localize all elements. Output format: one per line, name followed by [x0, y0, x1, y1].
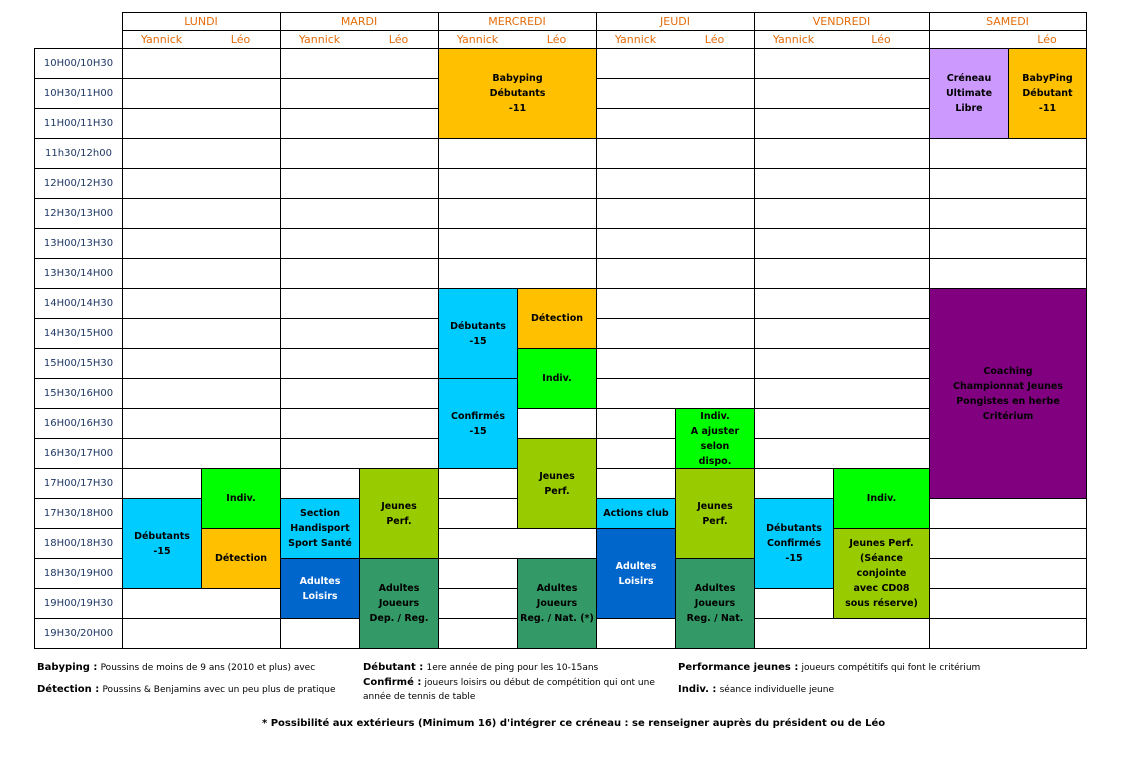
slot-cell	[596, 48, 755, 79]
activity-block: Débutants Confirmés -15	[754, 498, 834, 589]
time-slot-label: 18H00/18H30	[34, 528, 123, 559]
activity-block: Indiv. A ajuster selon dispo.	[675, 408, 755, 469]
slot-cell	[280, 378, 439, 409]
legend-confirme	[363, 677, 655, 688]
time-slot-label: 17H00/17H30	[34, 468, 123, 499]
slot-cell	[122, 198, 281, 229]
activity-block: Adultes Joueurs Dep. / Reg.	[359, 558, 439, 649]
person-name: Yannick	[614, 32, 657, 46]
slot-cell	[122, 258, 281, 289]
slot-cell	[754, 378, 930, 409]
slot-cell	[122, 168, 281, 199]
time-slot-label: 15H30/16H00	[34, 378, 123, 409]
activity-block: Adultes Loisirs	[280, 558, 360, 619]
activity-block: Indiv.	[517, 348, 597, 409]
slot-cell	[438, 528, 597, 559]
slot-cell	[929, 228, 1087, 259]
activity-block: Adultes Joueurs Reg. / Nat. (*)	[517, 558, 597, 649]
slot-cell	[929, 528, 1087, 559]
legend-performance	[678, 662, 980, 673]
time-slot-label: 13H00/13H30	[34, 228, 123, 259]
slot-cell	[596, 108, 755, 139]
slot-cell	[754, 168, 930, 199]
legend-desc: année de tennis de table	[363, 692, 476, 702]
slot-cell	[280, 78, 439, 109]
slot-cell	[596, 228, 755, 259]
activity-block: Jeunes Perf.	[359, 468, 439, 559]
activity-block: Actions club	[596, 498, 676, 529]
time-slot-label: 15H00/15H30	[34, 348, 123, 379]
slot-cell	[754, 78, 930, 109]
slot-cell	[754, 348, 930, 379]
legend-desc: Poussins de moins de 9 ans (2010 et plus) avec	[100, 663, 316, 673]
slot-cell	[122, 438, 281, 469]
activity-block: Babyping Débutants -11	[438, 48, 597, 139]
day-name: LUNDI	[184, 14, 218, 28]
slot-cell	[754, 138, 930, 169]
day-name: MERCREDI	[488, 14, 546, 28]
day-name: VENDREDI	[812, 14, 871, 28]
slot-cell	[438, 228, 597, 259]
person-name: Léo	[1037, 32, 1057, 46]
person-name: Léo	[704, 32, 725, 46]
slot-cell	[596, 258, 755, 289]
slot-cell	[122, 618, 281, 649]
legend-desc: 1ere année de ping pour les 10-15ans	[426, 663, 599, 673]
slot-cell	[754, 318, 930, 349]
legend-term: Débutant :	[363, 662, 424, 673]
time-slot-label: 12H30/13H00	[34, 198, 123, 229]
activity-block: Débutants -15	[438, 288, 518, 379]
slot-cell	[280, 168, 439, 199]
slot-cell	[596, 288, 755, 319]
slot-cell	[929, 258, 1087, 289]
slot-cell	[122, 288, 281, 319]
slot-cell	[122, 348, 281, 379]
activity-block: Adultes Joueurs Reg. / Nat.	[675, 558, 755, 649]
slot-cell	[280, 108, 439, 139]
person-name: Léo	[230, 32, 251, 46]
time-slot-label: 14H00/14H30	[34, 288, 123, 319]
slot-cell	[122, 48, 281, 79]
slot-cell	[122, 228, 281, 259]
legend-term: Performance jeunes :	[678, 662, 799, 673]
time-slot-label: 19H30/20H00	[34, 618, 123, 649]
slot-cell	[754, 408, 930, 439]
legend-confirme-cont	[363, 691, 475, 702]
slot-cell	[596, 318, 755, 349]
activity-block: Section Handisport Sport Santé	[280, 498, 360, 559]
time-slot-label: 13H30/14H00	[34, 258, 123, 289]
activity-block: BabyPing Débutant -11	[1008, 48, 1087, 139]
slot-cell	[929, 588, 1087, 619]
legend-indiv	[678, 684, 834, 695]
legend-debutant	[363, 662, 598, 673]
day-name: MARDI	[340, 14, 378, 28]
slot-cell	[280, 258, 439, 289]
slot-cell	[754, 48, 930, 79]
legend-term: Indiv. :	[678, 684, 717, 695]
slot-cell	[280, 408, 439, 439]
person-name: Yannick	[772, 32, 815, 46]
time-slot-label: 18H30/19H00	[34, 558, 123, 589]
slot-cell	[280, 318, 439, 349]
slot-cell	[280, 288, 439, 319]
slot-cell	[596, 168, 755, 199]
legend-desc: Poussins & Benjamins avec un peu plus de pratique	[102, 685, 336, 695]
activity-block: Détection	[201, 528, 281, 589]
slot-cell	[280, 198, 439, 229]
time-slot-label: 16H30/17H00	[34, 438, 123, 469]
time-slot-label: 14H30/15H00	[34, 318, 123, 349]
slot-cell	[280, 48, 439, 79]
slot-cell	[596, 78, 755, 109]
slot-cell	[280, 228, 439, 259]
slot-cell	[438, 258, 597, 289]
person-name: Léo	[546, 32, 567, 46]
person-name: Yannick	[140, 32, 183, 46]
slot-cell	[929, 138, 1087, 169]
slot-cell	[754, 198, 930, 229]
legend-desc: séance individuelle jeune	[719, 685, 834, 695]
slot-cell	[438, 198, 597, 229]
legend-term: Détection :	[37, 684, 100, 695]
slot-cell	[754, 288, 930, 319]
slot-cell	[280, 138, 439, 169]
slot-cell	[596, 198, 755, 229]
time-slot-label: 10H30/11H00	[34, 78, 123, 109]
activity-block: Indiv.	[201, 468, 281, 529]
activity-block: Adultes Loisirs	[596, 528, 676, 619]
activity-block: Coaching Championnat Jeunes Pongistes en herbe Critérium	[929, 288, 1087, 499]
person-name: Yannick	[456, 32, 499, 46]
legend-term: Confirmé :	[363, 677, 422, 688]
slot-cell	[596, 378, 755, 409]
activity-block: Détection	[517, 288, 597, 349]
legend-desc: joueurs loisirs ou début de compétition qui ont une	[424, 678, 655, 688]
slot-cell	[122, 78, 281, 109]
slot-cell	[438, 138, 597, 169]
slot-cell	[929, 558, 1087, 589]
person-name: Yannick	[298, 32, 341, 46]
slot-cell	[122, 138, 281, 169]
legend-desc: joueurs compétitifs qui font le critérium	[801, 663, 981, 673]
time-slot-label: 11H00/11H30	[34, 108, 123, 139]
slot-cell	[122, 108, 281, 139]
slot-cell	[929, 498, 1087, 529]
person-name	[929, 30, 1008, 48]
day-name: JEUDI	[660, 14, 690, 28]
activity-block: Jeunes Perf.	[517, 438, 597, 529]
slot-cell	[280, 348, 439, 379]
slot-cell	[122, 318, 281, 349]
time-slot-label: 19H00/19H30	[34, 588, 123, 619]
slot-cell	[754, 228, 930, 259]
slot-cell	[122, 408, 281, 439]
slot-cell	[929, 168, 1087, 199]
time-slot-label: 11h30/12h00	[34, 138, 123, 169]
slot-cell	[754, 258, 930, 289]
slot-cell	[754, 618, 930, 649]
slot-cell	[596, 348, 755, 379]
activity-block: Indiv.	[833, 468, 930, 529]
activity-block: Débutants -15	[122, 498, 202, 589]
slot-cell	[438, 168, 597, 199]
slot-cell	[122, 588, 281, 619]
activity-block: Confirmés -15	[438, 378, 518, 469]
slot-cell	[122, 378, 281, 409]
activity-block: Jeunes Perf.	[675, 468, 755, 559]
time-slot-label: 12H00/12H30	[34, 168, 123, 199]
time-slot-label: 16H00/16H30	[34, 408, 123, 439]
legend-babyping	[37, 662, 315, 673]
slot-cell	[280, 438, 439, 469]
time-slot-label: 10H00/10H30	[34, 48, 123, 79]
legend-term: Babyping :	[37, 662, 98, 673]
slot-cell	[754, 438, 930, 469]
slot-cell	[929, 198, 1087, 229]
day-name: SAMEDI	[986, 14, 1029, 28]
activity-block: Jeunes Perf. (Séance conjointe avec CD08 sous réserve)	[833, 528, 930, 619]
person-name: Léo	[388, 32, 409, 46]
legend-detection	[37, 684, 336, 695]
person-name: Léo	[871, 32, 891, 46]
slot-cell	[596, 138, 755, 169]
slot-cell	[754, 108, 930, 139]
slot-cell	[929, 618, 1087, 649]
time-slot-label: 17H30/18H00	[34, 498, 123, 529]
activity-block: Créneau Ultimate Libre	[929, 48, 1009, 139]
footnote: * Possibilité aux extérieurs (Minimum 16) d'intégrer ce créneau : se renseigner auprès du président ou de Léo	[262, 718, 886, 729]
